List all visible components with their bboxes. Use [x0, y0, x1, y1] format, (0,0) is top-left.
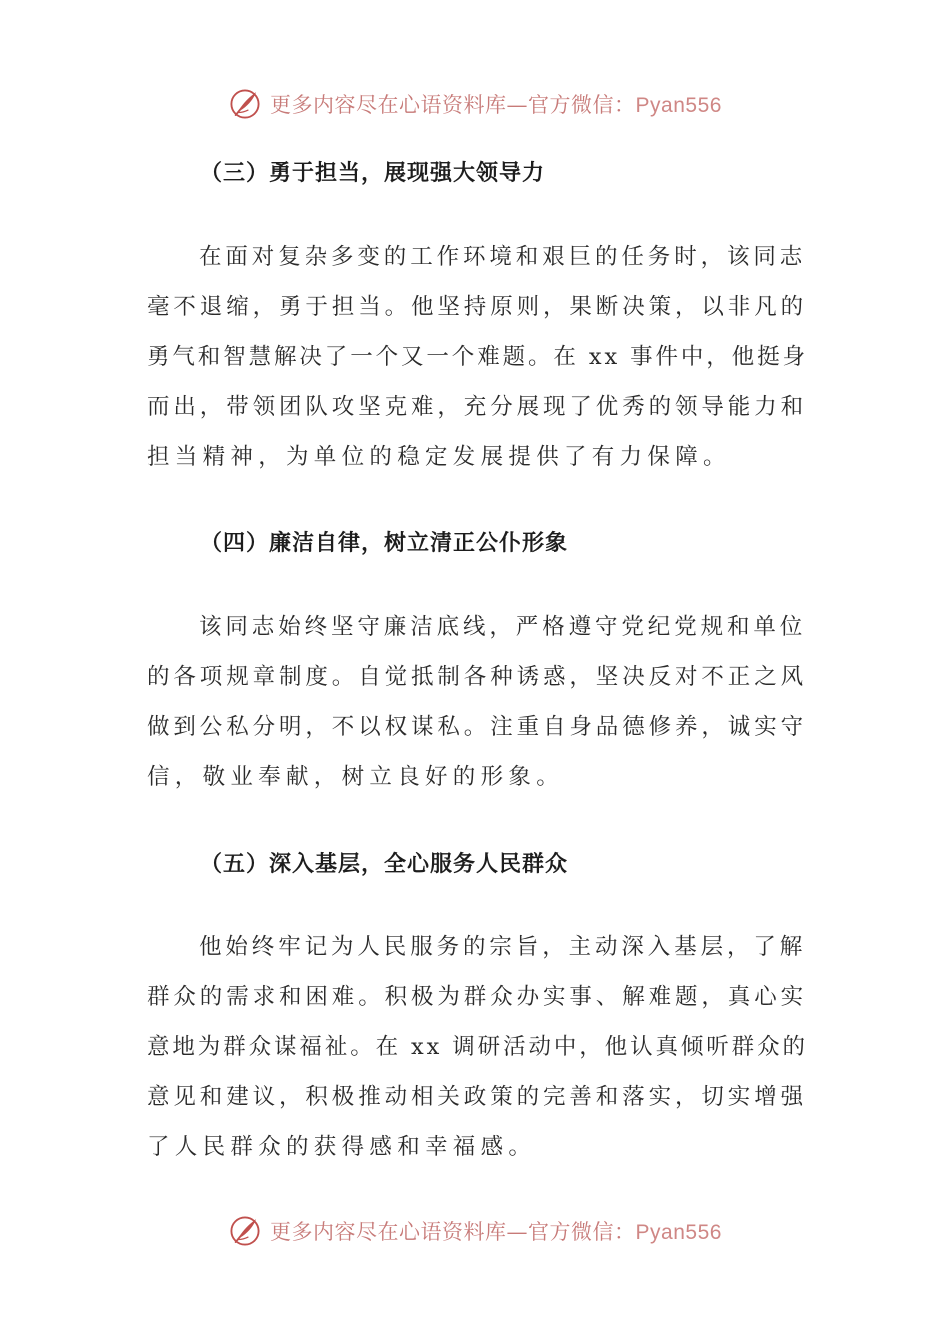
wechat-handle: Pyan556 [635, 94, 722, 117]
wechat-handle: Pyan556 [635, 1221, 722, 1244]
paragraph-line: 该同志始终坚守廉洁底线，严格遵守党纪党规和单位 [199, 614, 807, 640]
header-watermark-banner [0, 84, 950, 124]
paragraph-line: 信，敬业奉献，树立良好的形象。 [147, 764, 565, 790]
paragraph-line: 担当精神，为单位的稳定发展提供了有力保障。 [147, 444, 731, 470]
paragraph-line: 他始终牢记为人民服务的宗旨，主动深入基层，了解 [199, 934, 807, 960]
paragraph-line: 了人民群众的获得感和幸福感。 [147, 1134, 537, 1160]
paragraph-line: 的各项规章制度。自觉抵制各种诱惑，坚决反对不正之风 [147, 664, 808, 690]
paragraph-line: 做到公私分明，不以权谋私。注重自身品德修养，诚实守 [147, 714, 808, 740]
section-heading-3: （三）勇于担当，展现强大领导力 [200, 161, 546, 186]
watermark-label: 更多内容尽在心语资料库—官方微信： [270, 93, 636, 117]
paragraph-line: 在面对复杂多变的工作环境和艰巨的任务时，该同志 [199, 244, 807, 270]
footer-watermark-banner [0, 1211, 950, 1251]
paragraph-line: 意地为群众谋福祉。在 xx 调研活动中，他认真倾听群众的 [147, 1034, 808, 1060]
paragraph-line: 意见和建议，积极推动相关政策的完善和落实，切实增强 [147, 1084, 808, 1110]
section-heading-4: （四）廉洁自律，树立清正公仆形象 [200, 531, 569, 556]
paragraph-line: 群众的需求和困难。积极为群众办实事、解难题，真心实 [147, 984, 808, 1010]
watermark-text [270, 1216, 722, 1246]
quill-pen-logo-icon [228, 1214, 262, 1248]
section-heading-5: （五）深入基层，全心服务人民群众 [200, 852, 569, 877]
paragraph-line: 毫不退缩，勇于担当。他坚持原则，果断决策，以非凡的 [147, 294, 808, 320]
watermark-label: 更多内容尽在心语资料库—官方微信： [270, 1220, 636, 1244]
paragraph-line: 而出，带领团队攻坚克难，充分展现了优秀的领导能力和 [147, 394, 808, 420]
paragraph-line: 勇气和智慧解决了一个又一个难题。在 xx 事件中，他挺身 [147, 344, 808, 370]
quill-pen-logo-icon [228, 87, 262, 121]
watermark-text [270, 89, 722, 119]
section-paragraph-3 [147, 232, 809, 482]
section-paragraph-5 [147, 922, 809, 1172]
section-paragraph-4 [147, 602, 809, 802]
